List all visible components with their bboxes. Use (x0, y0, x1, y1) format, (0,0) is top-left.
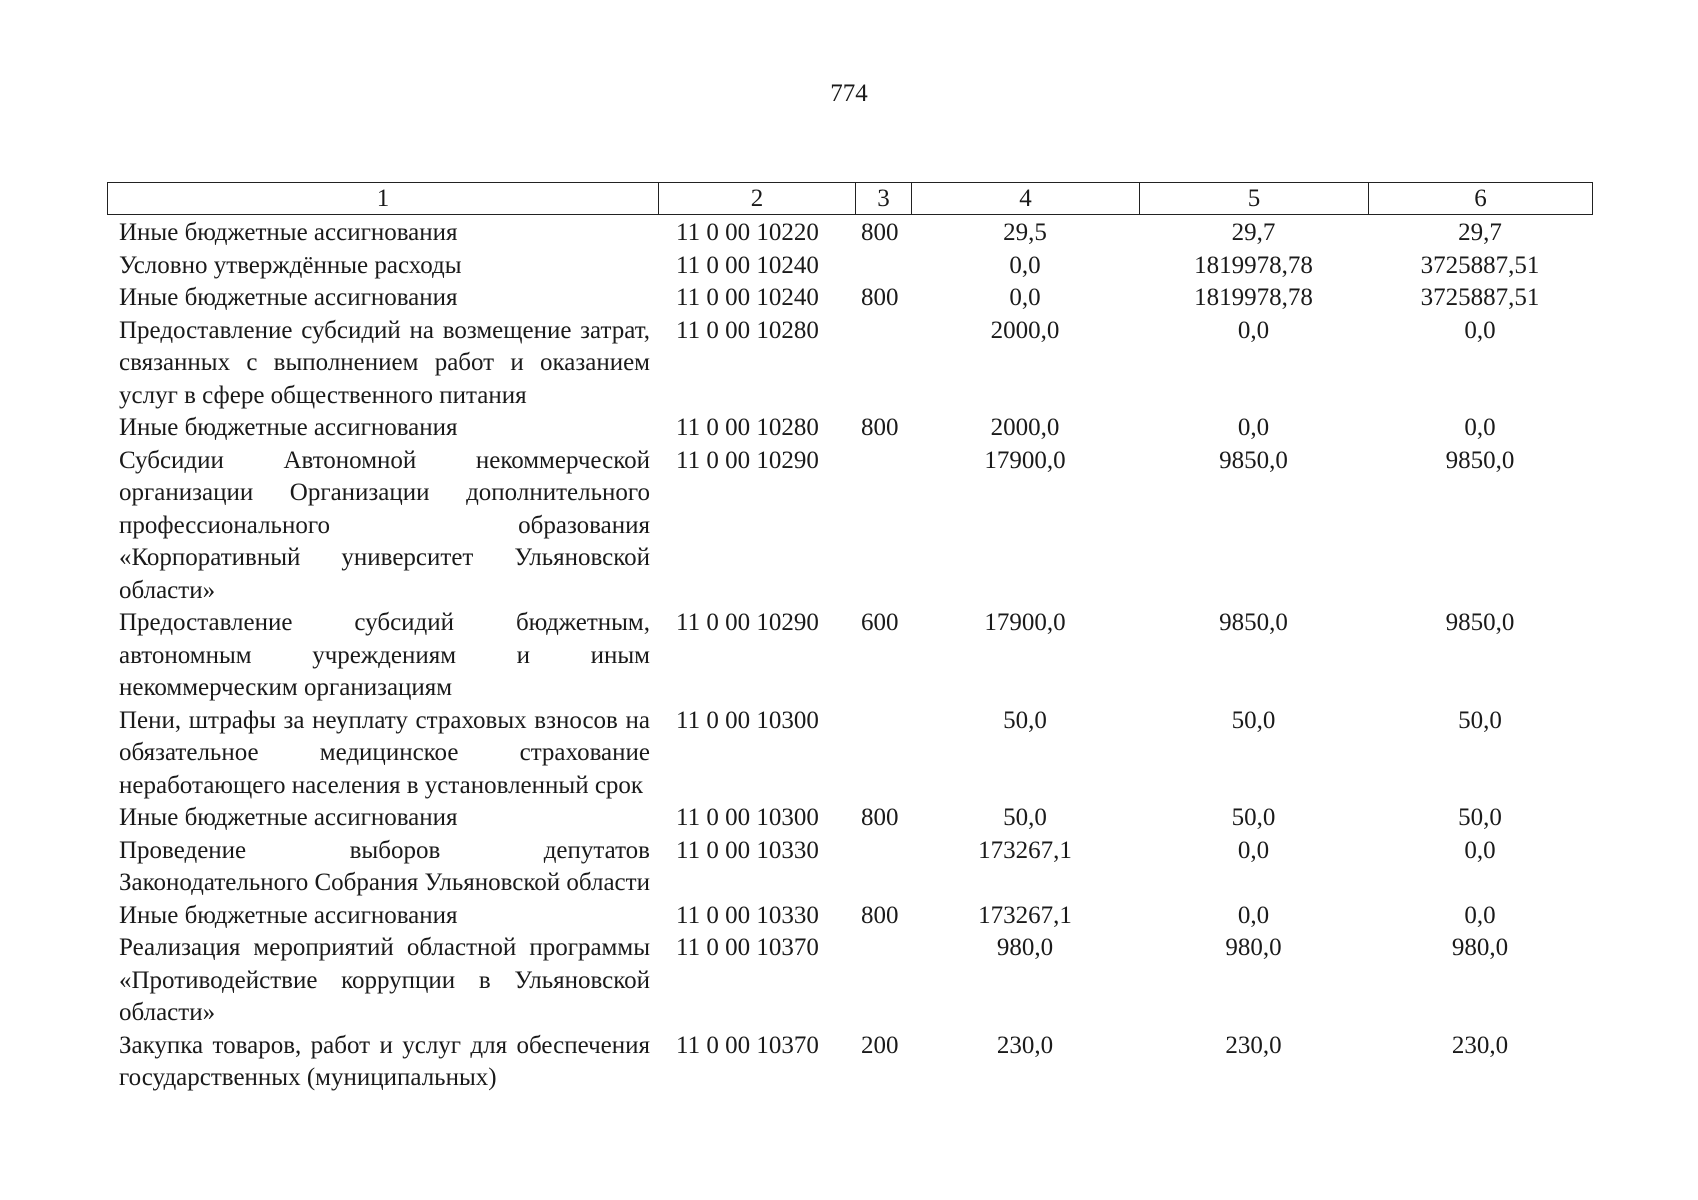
header-row (108, 183, 1593, 215)
row-value-col5: 50,0 (1231, 706, 1276, 734)
row-value-col6: 9850,0 (1445, 446, 1515, 474)
row-value-col4: 50,0 (1003, 804, 1047, 831)
row-expense-type (855, 932, 911, 1030)
row-value-col6: 3725887,51 (1420, 284, 1540, 311)
table-row (107, 1030, 1592, 1095)
row-code: 11 0 00 10290 (676, 446, 819, 474)
row-value-col4: 0,0 (1009, 284, 1041, 311)
row-name: Условно утверждённые расходы (119, 251, 462, 279)
row-name: Проведение выборов депутатов Законодательного Собрания Ульяновской области (119, 836, 650, 896)
row-value-col4: 173267,1 (978, 836, 1072, 864)
row-value-col6: 50,0 (1458, 804, 1502, 831)
row-value-col5: 50,0 (1231, 804, 1276, 831)
row-code: 11 0 00 10330 (676, 836, 819, 864)
row-name: Закупка товаров, работ и услуг для обеспечения государственных (муниципальных) (119, 1031, 650, 1091)
row-code: 11 0 00 10300 (676, 706, 819, 734)
table-row (107, 250, 1592, 283)
row-code: 11 0 00 10330 (676, 901, 819, 929)
row-value-col6: 0,0 (1464, 836, 1496, 864)
row-value-col4: 980,0 (996, 934, 1054, 961)
row-expense-type: 800 (861, 804, 899, 831)
header-col-5: 5 (1140, 183, 1369, 215)
header-col-4: 4 (912, 183, 1140, 215)
row-code: 11 0 00 10280 (676, 414, 819, 441)
row-value-col5: 230,0 (1225, 1031, 1282, 1059)
row-expense-type: 800 (861, 219, 899, 246)
table-row (107, 932, 1592, 1030)
row-expense-type: 800 (861, 414, 899, 441)
row-value-col6: 29,7 (1458, 219, 1502, 246)
row-value-col5: 0,0 (1237, 316, 1270, 344)
row-value-col5: 9850,0 (1219, 446, 1288, 474)
row-code: 11 0 00 10240 (676, 251, 819, 279)
header-col-2: 2 (659, 183, 856, 215)
row-value-col6: 50,0 (1458, 706, 1502, 734)
row-value-col4: 50,0 (1003, 706, 1047, 734)
row-expense-type (855, 250, 911, 283)
row-value-col5: 9850,0 (1219, 609, 1288, 636)
row-code: 11 0 00 10300 (676, 804, 819, 831)
row-value-col5: 0,0 (1237, 836, 1270, 864)
row-value-col6: 0,0 (1464, 316, 1496, 344)
table-row (107, 282, 1592, 315)
row-value-col6: 3725887,51 (1420, 251, 1540, 279)
table-row (107, 802, 1592, 835)
row-expense-type: 200 (861, 1031, 899, 1059)
table-body (107, 217, 1592, 1095)
row-name: Иные бюджетные ассигнования (119, 901, 458, 929)
row-name: Иные бюджетные ассигнования (119, 284, 458, 311)
table-row (107, 217, 1592, 250)
row-value-col6: 0,0 (1464, 901, 1496, 929)
row-expense-type: 800 (861, 901, 899, 929)
table-row (107, 835, 1592, 900)
row-value-col5: 1819978,78 (1194, 251, 1313, 279)
row-value-col5: 29,7 (1231, 219, 1276, 246)
table-header (107, 182, 1593, 215)
row-code: 11 0 00 10370 (676, 934, 819, 961)
table-row (107, 900, 1592, 933)
row-name: Предоставление субсидий на возмещение затрат, связанных с выполнением работ и оказанием услуг в сфере общественного питания (119, 316, 650, 409)
budget-table (107, 217, 1592, 1095)
row-value-col4: 2000,0 (990, 316, 1060, 344)
table-row (107, 705, 1592, 803)
row-value-col5: 980,0 (1225, 934, 1282, 961)
row-value-col4: 0,0 (1009, 251, 1041, 279)
row-expense-type (855, 835, 911, 900)
row-value-col4: 173267,1 (978, 901, 1072, 929)
row-value-col4: 2000,0 (990, 414, 1060, 441)
row-code: 11 0 00 10280 (676, 316, 819, 344)
row-expense-type (855, 445, 911, 608)
row-value-col5: 0,0 (1237, 901, 1270, 929)
row-code: 11 0 00 10370 (676, 1031, 819, 1059)
row-name: Иные бюджетные ассигнования (119, 219, 458, 246)
row-value-col4: 17900,0 (984, 609, 1066, 636)
row-name: Предоставление субсидий бюджетным, автономным учреждениям и иным некоммерческим организациям (119, 609, 650, 701)
row-value-col4: 230,0 (996, 1031, 1054, 1059)
table-row (107, 315, 1592, 413)
row-expense-type (855, 315, 911, 413)
page-number: 774 (830, 80, 868, 107)
row-name: Субсидии Автономной некоммерческой организации Организации дополнительного профессионального образования «Корпоративный университет Ульяновской области» (119, 446, 650, 604)
row-value-col6: 230,0 (1451, 1031, 1509, 1059)
table-row (107, 607, 1592, 705)
row-value-col4: 17900,0 (984, 446, 1066, 474)
row-code: 11 0 00 10220 (676, 219, 819, 246)
row-value-col6: 9850,0 (1445, 609, 1515, 636)
header-col-3: 3 (856, 183, 912, 215)
table-row (107, 412, 1592, 445)
row-code: 11 0 00 10290 (676, 609, 819, 636)
row-expense-type (855, 705, 911, 803)
row-value-col4: 29,5 (1003, 219, 1047, 246)
row-value-col5: 0,0 (1237, 414, 1270, 441)
row-value-col5: 1819978,78 (1194, 284, 1313, 311)
row-expense-type: 600 (861, 609, 899, 636)
row-name: Иные бюджетные ассигнования (119, 804, 458, 831)
row-value-col6: 0,0 (1464, 414, 1496, 441)
row-value-col6: 980,0 (1451, 934, 1509, 961)
table-row (107, 445, 1592, 608)
row-name: Пени, штрафы за неуплату страховых взносов на обязательное медицинское страхование неработающего населения в установленный срок (119, 706, 650, 799)
header-col-1: 1 (108, 183, 659, 215)
row-expense-type: 800 (861, 284, 899, 311)
row-code: 11 0 00 10240 (676, 284, 819, 311)
row-name: Реализация мероприятий областной программы «Противодействие коррупции в Ульяновской области» (119, 934, 650, 1026)
header-col-6: 6 (1369, 183, 1593, 215)
row-name: Иные бюджетные ассигнования (119, 414, 458, 441)
